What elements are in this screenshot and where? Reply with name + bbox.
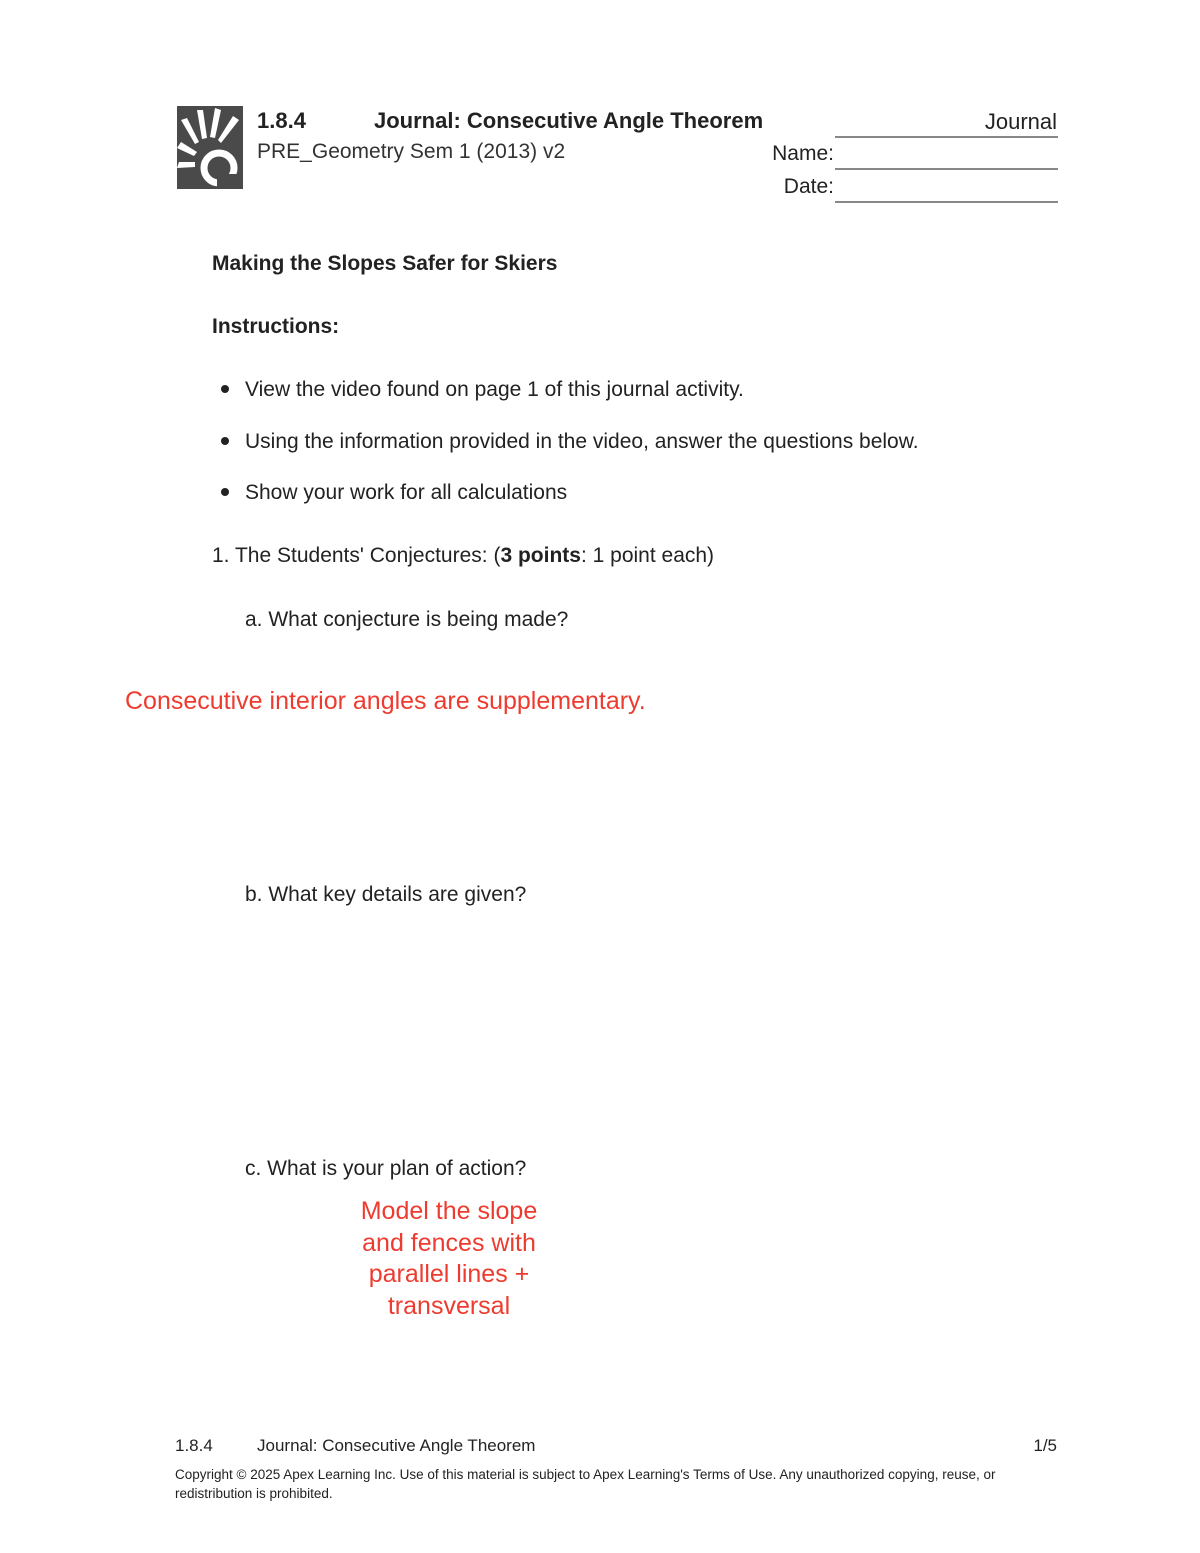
instruction-item: View the video found on page 1 of this journal activity. (221, 378, 744, 402)
page-number: 1/5 (1033, 1436, 1057, 1455)
question-1a: a. What conjecture is being made? (245, 608, 569, 631)
bullet-icon (221, 385, 229, 393)
bullet-icon (221, 437, 229, 445)
activity-type: Journal (984, 109, 1057, 134)
instructions-heading: Instructions: (212, 315, 340, 338)
answer-1a: Consecutive interior angles are supplementary. (125, 687, 646, 715)
lesson-number: 1.8.4 (257, 108, 306, 133)
header-rule (835, 136, 1058, 138)
date-field[interactable] (835, 201, 1058, 203)
footer-lesson-number: 1.8.4 (175, 1436, 213, 1455)
bullet-icon (221, 488, 229, 496)
lesson-title: Journal: Consecutive Angle Theorem (374, 108, 764, 133)
copyright-notice: Copyright © 2025 Apex Learning Inc. Use of this material is subject to Apex Learning's Terms of Use. Any unauthorized copying, reuse, or redistribution is prohibited. (175, 1467, 996, 1501)
date-label: Date: (783, 175, 834, 198)
section-title: Making the Slopes Safer for Skiers (212, 252, 558, 275)
name-label: Name: (772, 142, 834, 165)
instruction-item: Using the information provided in the video, answer the questions below. (221, 430, 919, 454)
apex-logo-icon (177, 106, 243, 189)
answer-1c: Model the slope and fences with parallel lines + transversal (360, 1197, 538, 1320)
question-1c: c. What is your plan of action? (245, 1157, 527, 1180)
name-field[interactable] (835, 168, 1058, 170)
question-1: 1. The Students' Conjectures: (3 points: 1 point each) (212, 544, 715, 567)
question-1b: b. What key details are given? (245, 883, 527, 906)
course-name: PRE_Geometry Sem 1 (2013) v2 (257, 140, 566, 163)
footer-lesson-title: Journal: Consecutive Angle Theorem (257, 1436, 536, 1455)
instruction-item: Show your work for all calculations (221, 481, 567, 505)
